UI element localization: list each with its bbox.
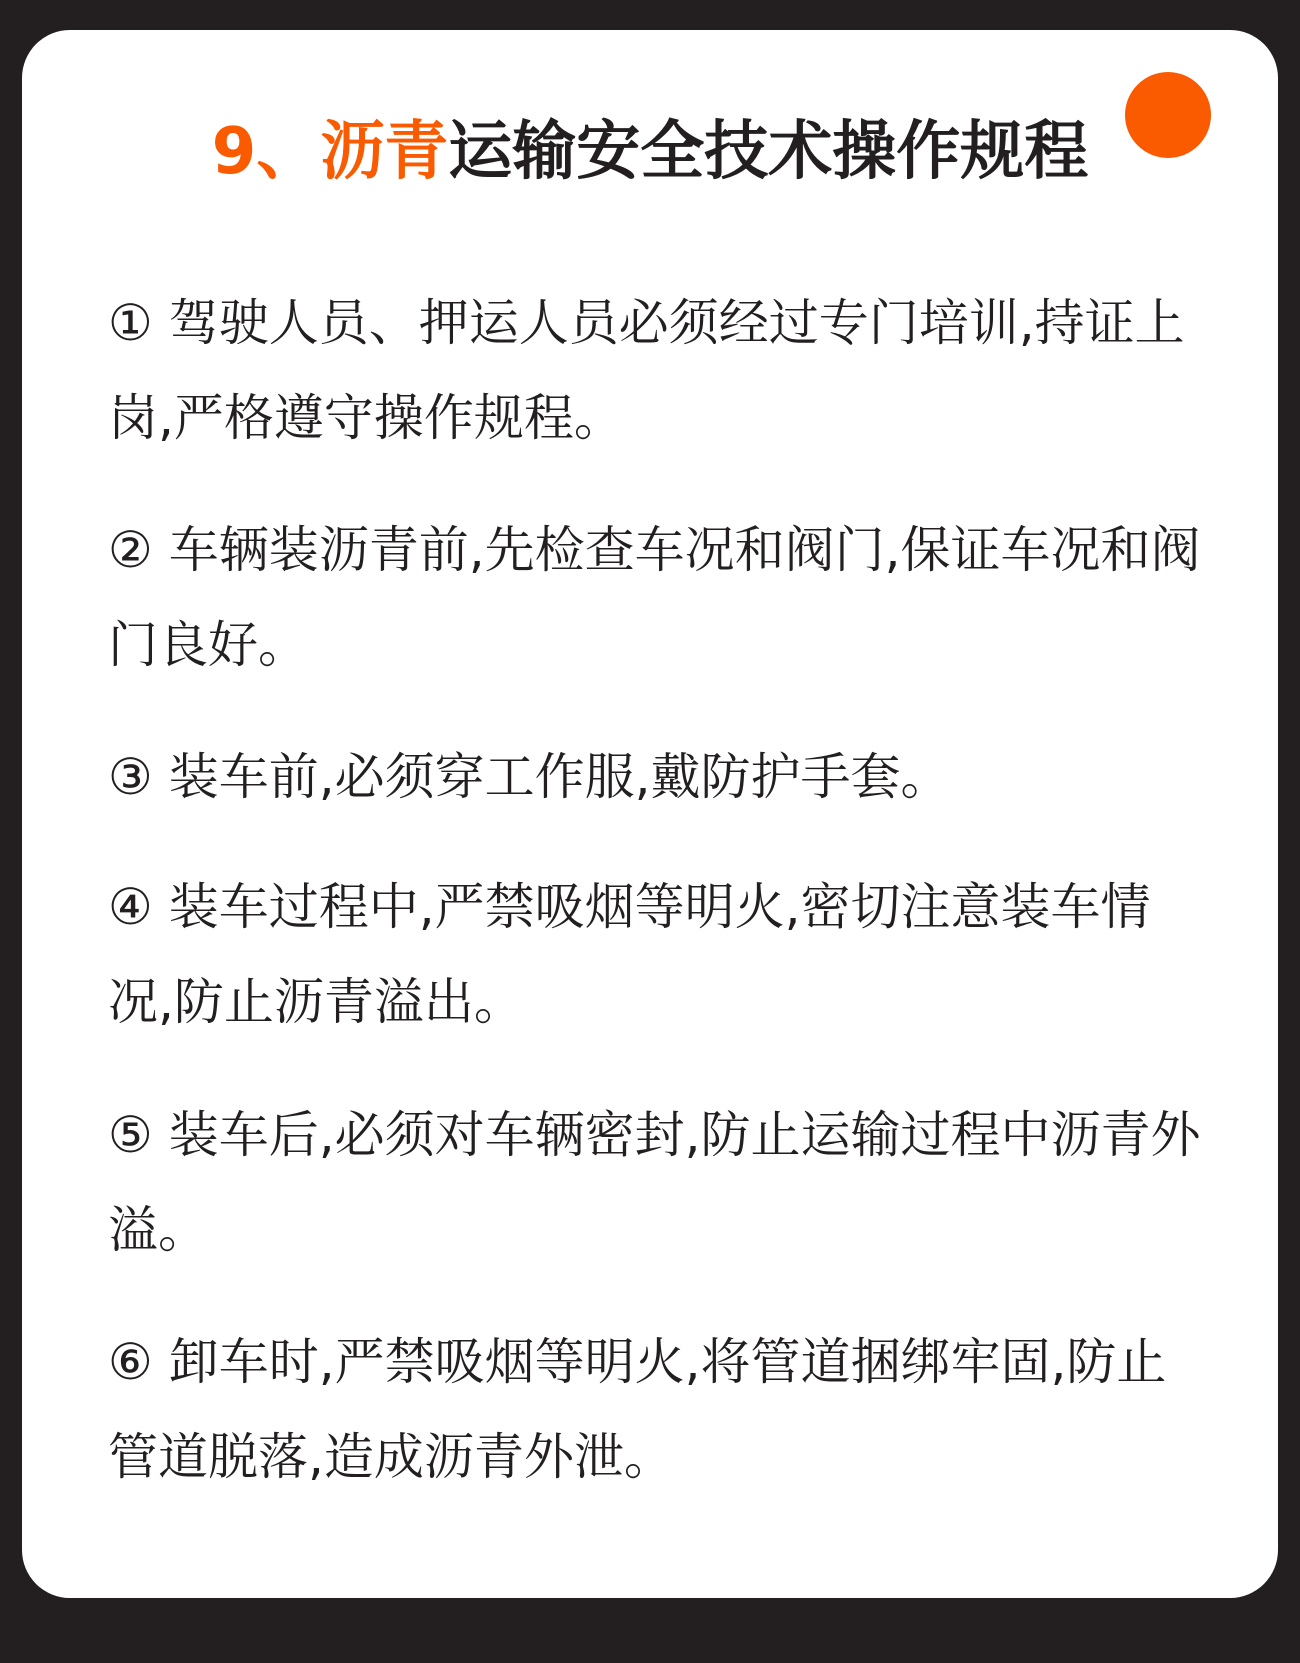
title-rest: 运输安全技术操作规程 <box>448 115 1089 189</box>
list-item-1: ① 驾驶人员、押运人员必须经过专门培训,持证上岗,严格遵守操作规程。 <box>108 294 1185 447</box>
page-title <box>0 112 1300 192</box>
list-item-2: ② 车辆装沥青前,先检查车况和阀门,保证车况和阀门良好。 <box>108 521 1201 674</box>
list-item-4: ④ 装车过程中,严禁吸烟等明火,密切注意装车情况,防止沥青溢出。 <box>108 878 1151 1031</box>
title-accent: 9、沥青 <box>211 115 449 189</box>
list-item-3: ③ 装车前,必须穿工作服,戴防护手套。 <box>108 748 951 806</box>
list-item-6: ⑥ 卸车时,严禁吸烟等明火,将管道捆绑牢固,防止管道脱落,造成沥青外泄。 <box>108 1333 1167 1486</box>
list-item-5: ⑤ 装车后,必须对车辆密封,防止运输过程中沥青外溢。 <box>108 1106 1201 1259</box>
